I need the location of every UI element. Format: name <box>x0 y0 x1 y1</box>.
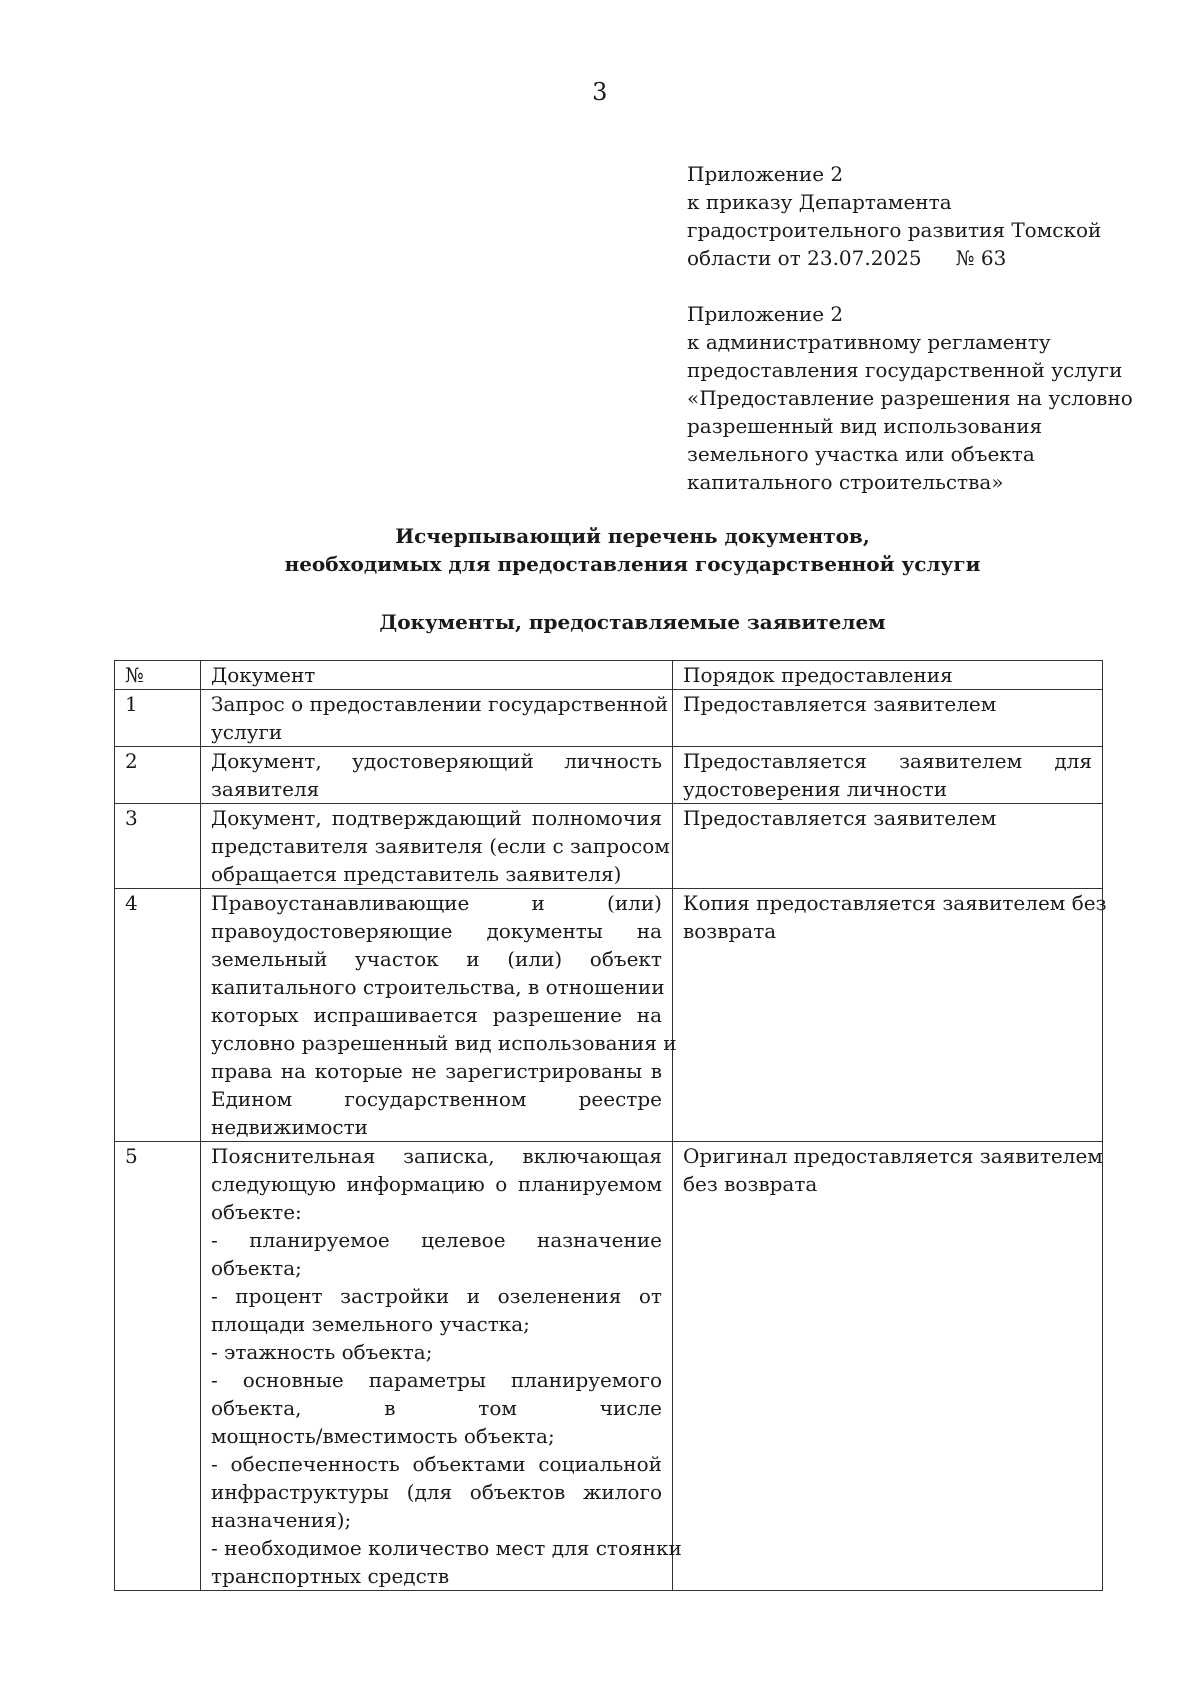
appendix-regulation-line: предоставления государственной услуги <box>687 358 1123 382</box>
document-line: - процент застройки и озеленения от <box>211 1284 662 1308</box>
row-document <box>201 1142 682 1591</box>
appendix-regulation-line: «Предоставление разрешения на условно <box>687 386 1133 410</box>
document-line: следующую информацию о планируемом <box>211 1172 662 1196</box>
document-title-line-1: Исчерпывающий перечень документов, <box>395 524 870 548</box>
appendix-regulation-line: разрешенный вид использования <box>687 414 1043 438</box>
order-line: Предоставляется заявителем <box>683 692 997 716</box>
order-line: без возврата <box>683 1172 818 1196</box>
document-line: правоудостоверяющие документы на <box>211 919 662 943</box>
document-line: Документ, удостоверяющий личность <box>211 749 662 773</box>
document-line: объекта; <box>211 1256 302 1280</box>
document-line: Запрос о предоставлении государственной <box>211 692 669 716</box>
document-line: капитального строительства, в отношении <box>211 975 665 999</box>
document-line: земельный участок и (или) объект <box>211 947 662 971</box>
row-order <box>673 889 1107 1142</box>
document-line: - необходимое количество мест для стоянки <box>211 1536 682 1560</box>
document-line: заявителя <box>211 777 320 801</box>
table-row <box>115 889 1103 1142</box>
document-line: условно разрешенный вид использования и <box>211 1031 677 1055</box>
row-number: 1 <box>115 690 201 747</box>
row-number: 2 <box>115 747 201 804</box>
document-line: - основные параметры планируемого <box>211 1368 662 1392</box>
document-line: права на которые не зарегистрированы в <box>211 1059 662 1083</box>
row-number: 4 <box>115 889 201 1142</box>
row-document <box>201 804 673 889</box>
document-line: Документ, подтверждающий полномочия <box>211 806 662 830</box>
table-row <box>115 1142 1103 1591</box>
section-title: Документы, предоставляемые заявителем <box>379 610 886 634</box>
order-line: удостоверения личности <box>683 777 948 801</box>
header-document: Документ <box>201 661 673 690</box>
appendix-regulation-line: Приложение 2 <box>687 302 844 326</box>
appendix-order-line: Приложение 2 <box>687 162 844 186</box>
document-line: объекта, в том числе <box>211 1396 662 1420</box>
order-date: области от 23.07.2025 <box>687 246 922 270</box>
document-line: площади земельного участка; <box>211 1312 530 1336</box>
appendix-order-line: к приказу Департамента <box>687 190 952 214</box>
appendix-order-date-line <box>687 244 1167 272</box>
order-line: Предоставляется заявителем <box>683 806 997 830</box>
appendix-regulation-block <box>687 300 1167 496</box>
order-line: Оригинал предоставляется заявителем <box>683 1144 1103 1168</box>
order-line: возврата <box>683 919 777 943</box>
documents-table <box>114 660 1107 1591</box>
header-order: Порядок предоставления <box>673 661 1103 690</box>
table-row <box>115 804 1103 889</box>
row-number: 3 <box>115 804 201 889</box>
appendix-regulation-line: капитального строительства» <box>687 470 1004 494</box>
row-number: 5 <box>115 1142 201 1591</box>
document-line: недвижимости <box>211 1115 368 1139</box>
appendix-regulation-line: к административному регламенту <box>687 330 1051 354</box>
document-line: обращается представитель заявителя) <box>211 862 622 886</box>
order-line: Копия предоставляется заявителем без <box>683 891 1107 915</box>
document-title <box>0 522 1200 578</box>
appendix-regulation-line: земельного участка или объекта <box>687 442 1035 466</box>
document-line: объекте: <box>211 1200 302 1224</box>
row-order <box>673 804 1103 889</box>
document-line: услуги <box>211 720 283 744</box>
row-order <box>673 1142 1103 1591</box>
row-document <box>201 889 677 1142</box>
document-line: назначения); <box>211 1508 352 1532</box>
row-order <box>673 690 1103 747</box>
row-document <box>201 690 673 747</box>
row-order <box>673 747 1103 804</box>
document-line: которых испрашивается разрешение на <box>211 1003 662 1027</box>
document-line: мощность/вместимость объекта; <box>211 1424 555 1448</box>
document-line: инфраструктуры (для объектов жилого <box>211 1480 662 1504</box>
table-row <box>115 690 1103 747</box>
document-line: - обеспеченность объектами социальной <box>211 1452 662 1476</box>
header-number: № <box>115 661 201 690</box>
appendix-order-line: градостроительного развития Томской <box>687 218 1102 242</box>
table-row <box>115 747 1103 804</box>
document-line: представителя заявителя (если с запросом <box>211 834 670 858</box>
order-line: Предоставляется заявителем для <box>683 749 1092 773</box>
appendix-order-block <box>687 160 1167 272</box>
document-line: Правоустанавливающие и (или) <box>211 891 662 915</box>
page-number: 3 <box>592 78 608 106</box>
document-title-line-2: необходимых для предоставления государственной услуги <box>284 552 981 576</box>
document-line: - этажность объекта; <box>211 1340 433 1364</box>
document-line: - планируемое целевое назначение <box>211 1228 662 1252</box>
document-line: Пояснительная записка, включающая <box>211 1144 662 1168</box>
table-header-row <box>115 661 1103 690</box>
row-document <box>201 747 673 804</box>
order-number: № 63 <box>955 246 1007 270</box>
document-line: транспортных средств <box>211 1564 450 1588</box>
document-line: Едином государственном реестре <box>211 1087 662 1111</box>
